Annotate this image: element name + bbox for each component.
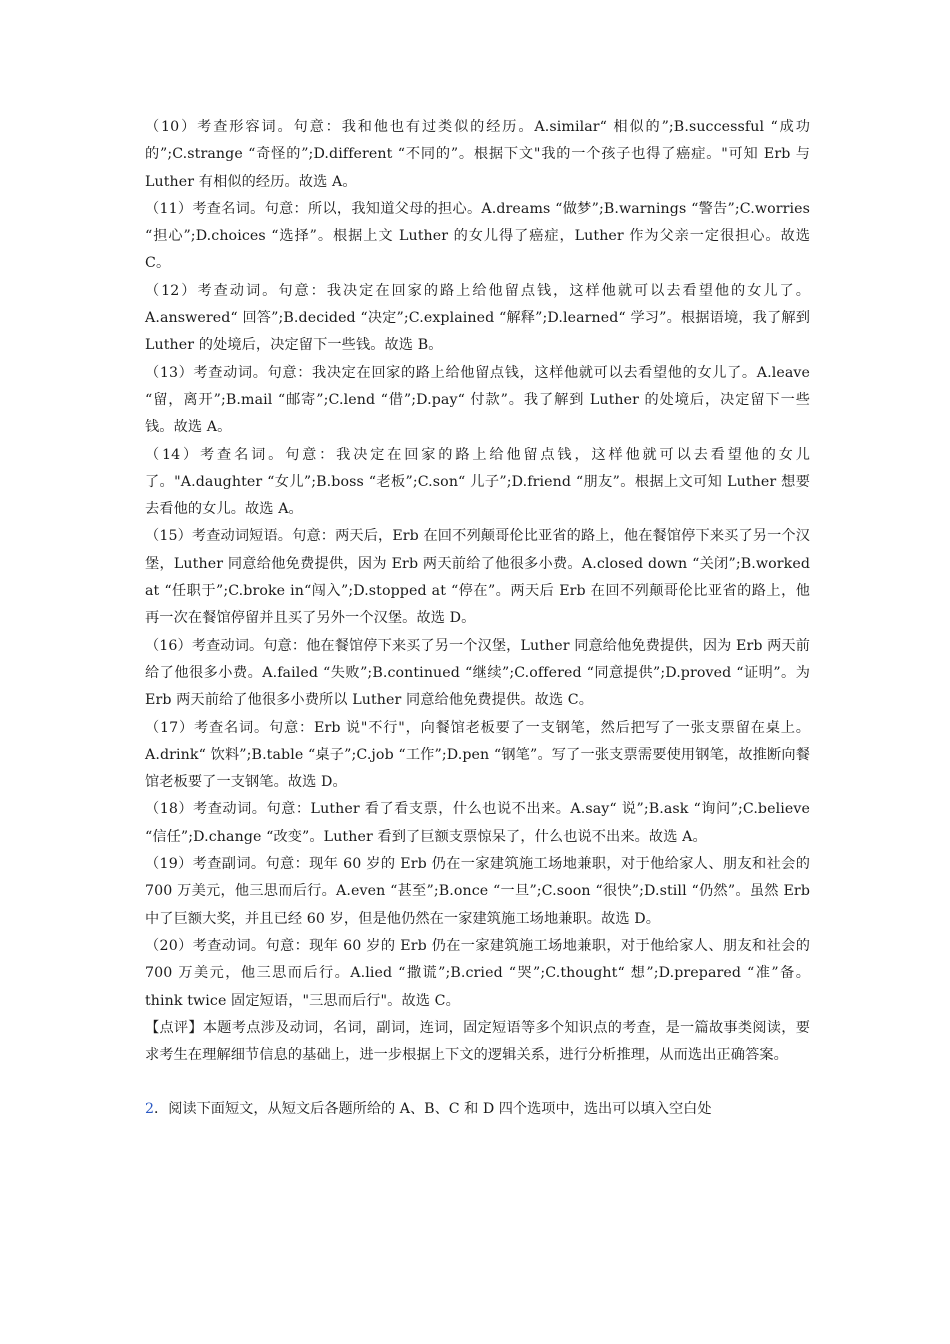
explanation-item-20: （20）考查动词。句意：现年 60 岁的 Erb 仍在一家建筑施工场地兼职，对于他给家人、朋友和社会的 700 万美元，他三思而后行。A.lied “撒谎”;B.cried “哭”;C.thought“ 想”;D.prepared “准”备。think twice 固定短语，"三思而后行"。故选 C。	[145, 937, 810, 1009]
question-number: 2	[145, 1101, 155, 1118]
question-2-heading	[145, 1096, 810, 1123]
explanation-item-13: （13）考查动词。句意：我决定在回家的路上给他留点钱，这样他就可以去看望他的女儿了。A.leave “留，离开”;B.mail “邮寄”;C.lend “借”;D.pay“ 付款”。我了解到 Luther 的处境后，决定留下一些钱。故选 A。	[145, 364, 810, 436]
section-spacer	[145, 1069, 810, 1096]
explanation-item-10: （10）考查形容词。句意：我和他也有过类似的经历。A.similar“ 相似的”;B.successful “成功的”;C.strange “奇怪的”;D.different “不同的”。根据下文"我的一个孩子也得了癌症。"可知 Erb 与 Luther 有相似的经历。故选 A。	[145, 119, 810, 190]
explanation-item-19: （19）考查副词。句意：现年 60 岁的 Erb 仍在一家建筑施工场地兼职，对于他给家人、朋友和社会的 700 万美元，他三思而后行。A.even “甚至”;B.once “一旦”;C.soon “很快”;D.still “仍然”。虽然 Erb 中了巨额大奖，并且已经 60 岁，但是他仍然在一家建筑施工场地兼职。故选 D。	[145, 856, 810, 927]
document-page	[145, 114, 810, 1124]
question-2-instruction: ．阅读下面短文，从短文后各题所给的 A、B、C 和 D 四个选项中，选出可以填入空白处	[154, 1101, 712, 1118]
review-comment: 【点评】本题考点涉及动词，名词，副词，连词，固定短语等多个知识点的考查，是一篇故事类阅读，要求考生在理解细节信息的基础上，进一步根据上下文的逻辑关系，进行分析推理，从而选出正确答案。	[145, 1019, 810, 1064]
explanation-item-16: （16）考查动词。句意：他在餐馆停下来买了另一个汉堡，Luther 同意给他免费提供，因为 Erb 两天前给了他很多小费。A.failed “失败”;B.continued “继续”;C.offered “同意提供”;D.proved “证明”。为 Erb 两天前给了他很多小费所以 Luther 同意给他免费提供。故选 C。	[145, 637, 810, 709]
explanation-item-14: （14）考查名词。句意：我决定在回家的路上给他留点钱，这样他就可以去看望他的女儿了。"A.daughter “女儿”;B.boss “老板”;C.son“ 儿子”;D.friend “朋友”。根据上文可知 Luther 想要去看他的女儿。故选 A。	[145, 446, 810, 518]
explanation-item-12: （12）考查动词。句意：我决定在回家的路上给他留点钱，这样他就可以去看望他的女儿了。A.answered“ 回答”;B.decided “决定”;C.explained “解释”;D.learned“ 学习”。根据语境，我了解到 Luther 的处境后，决定留下一些钱。故选 B。	[145, 282, 810, 354]
explanation-item-18: （18）考查动词。句意：Luther 看了看支票，什么也说不出来。A.say“ 说”;B.ask “询问”;C.believe “信任”;D.change “改变”。Luther 看到了巨额支票惊呆了，什么也说不出来。故选 A。	[145, 801, 810, 845]
explanation-item-11: （11）考查名词。句意：所以，我知道父母的担心。A.dreams “做梦”;B.warnings “警告”;C.worries “担心”;D.choices “选择”。根据上文 Luther 的女儿得了癌症，Luther 作为父亲一定很担心。故选 C。	[145, 200, 810, 272]
explanation-item-15: （15）考查动词短语。句意：两天后，Erb 在回不列颠哥伦比亚省的路上，他在餐馆停下来买了另一个汉堡，Luther 同意给他免费提供，因为 Erb 两天前给了他很多小费。A.closed down “关闭”;B.worked at “任职于”;C.broke in“闯入”;D.stopped at “停在”。两天后 Erb 在回不列颠哥伦比亚省的路上，他再一次在餐馆停留并且买了另外一个汉堡。故选 D。	[145, 528, 810, 627]
explanation-item-17: （17）考查名词。句意：Erb 说"不行"，向餐馆老板要了一支钢笔，然后把写了一张支票留在桌上。A.drink“ 饮料”;B.table “桌子”;C.job “工作”;D.pen “钢笔”。写了一张支票需要使用钢笔，故推断向餐馆老板要了一支钢笔。故选 D。	[145, 719, 810, 791]
